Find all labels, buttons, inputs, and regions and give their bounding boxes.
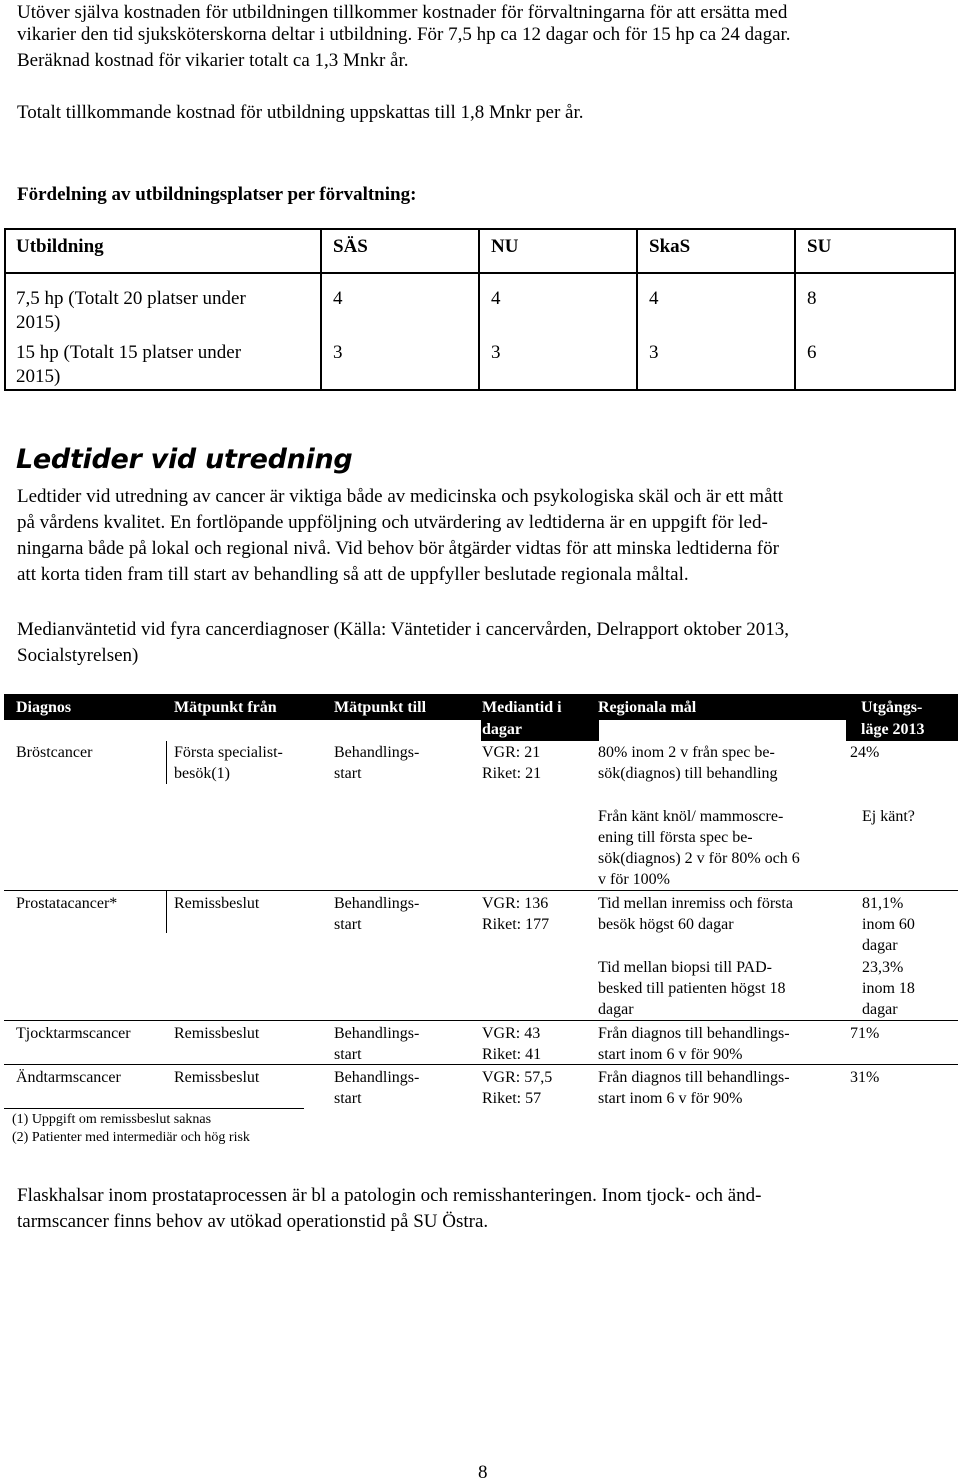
- ledtider-p-line-4: att korta tiden fram till start av behandling så att de uppfyller beslutade regionala måltal.: [17, 564, 689, 585]
- brost-median-vgr: VGR: 21: [482, 744, 541, 761]
- col-header-utg-1: Utgångs-: [861, 699, 923, 716]
- brost-utgangslage: 24%: [850, 744, 880, 761]
- brost-mal-4: ening till första spec be-: [598, 829, 753, 846]
- row-75hp-label-1: 7,5 hp (Totalt 20 platser under: [16, 288, 246, 309]
- tjock-diagnos: Tjocktarmscancer: [16, 1025, 131, 1042]
- brost-fran-2: besök(1): [174, 765, 230, 782]
- brost-median-riket: Riket: 21: [482, 765, 542, 782]
- brost-diagnos: Bröstcancer: [16, 744, 93, 761]
- brost-fran-1: Första specialist-: [174, 744, 283, 761]
- ledtider-heading: Ledtider vid utredning: [16, 444, 353, 475]
- andtarm-median-vgr: VGR: 57,5: [482, 1069, 553, 1086]
- prostata-utg-1: 81,1%: [862, 895, 904, 912]
- prostata-median-vgr: VGR: 136: [482, 895, 549, 912]
- footnote-1: (1) Uppgift om remissbeslut saknas: [12, 1112, 212, 1127]
- tjock-median-vgr: VGR: 43: [482, 1025, 541, 1042]
- row-15hp-label-1: 15 hp (Totalt 15 platser under: [16, 342, 242, 363]
- col-header-mal: Regionala mål: [598, 699, 697, 716]
- tjock-median-riket: Riket: 41: [482, 1046, 542, 1063]
- prostata-utg-4: 23,3%: [862, 959, 904, 976]
- andtarm-utgangslage: 31%: [850, 1069, 880, 1086]
- total-cost-text: Totalt tillkommande kostnad för utbildning uppskattas till 1,8 Mnkr per år.: [17, 102, 584, 123]
- median-line-1: Medianväntetid vid fyra cancerdiagnoser (Källa: Väntetider i cancervården, Delrapport oktober 2013,: [17, 619, 789, 640]
- prostata-mal-4: besked till patienten högst 18: [598, 980, 786, 997]
- brost-utgangslage-2: Ej känt?: [862, 808, 915, 825]
- tjock-till-2: start: [334, 1046, 362, 1063]
- andtarm-mal-1: Från diagnos till behandlings-: [598, 1069, 790, 1086]
- prostata-mal-3: Tid mellan biopsi till PAD-: [598, 959, 772, 976]
- row-75hp-label-2: 2015): [16, 312, 61, 333]
- ledtider-p-line-3: ningarna både på lokal och regional nivå. Vid behov bör åtgärder vidtas för att minska ledtiderna för: [17, 538, 779, 559]
- row-15hp-nu: 3: [491, 342, 501, 363]
- brost-mal-6: v för 100%: [598, 871, 670, 888]
- distribution-title: Fördelning av utbildningsplatser per förvaltning:: [17, 184, 417, 205]
- prostata-median-riket: Riket: 177: [482, 916, 550, 933]
- prostata-utg-2: inom 60: [862, 916, 915, 933]
- tjock-fran: Remissbeslut: [174, 1025, 260, 1042]
- row-75hp-su: 8: [807, 288, 817, 309]
- prostata-till-2: start: [334, 916, 362, 933]
- andtarm-till-1: Behandlings-: [334, 1069, 420, 1086]
- prostata-mal-5: dagar: [598, 1001, 634, 1018]
- row-15hp-sas: 3: [333, 342, 343, 363]
- row-75hp-sas: 4: [333, 288, 343, 309]
- ledtider-p-line-1: Ledtider vid utredning av cancer är viktiga både av medicinska och psykologiska skäl och är ett mått: [17, 486, 784, 507]
- andtarm-median-riket: Riket: 57: [482, 1090, 542, 1107]
- closing-line-1: Flaskhalsar inom prostataprocessen är bl a patologin och remisshanteringen. Inom tjock- och änd-: [17, 1185, 762, 1206]
- distribution-table: [4, 228, 956, 391]
- prostata-utg-6: dagar: [862, 1001, 898, 1018]
- row-15hp-su: 6: [807, 342, 817, 363]
- andtarm-mal-2: start inom 6 v för 90%: [598, 1090, 743, 1107]
- page-number: 8: [478, 1462, 488, 1483]
- col-header-diagnos: Diagnos: [16, 699, 72, 716]
- header-skas: SkaS: [649, 236, 691, 257]
- prostata-mal-2: besök högst 60 dagar: [598, 916, 734, 933]
- tjock-mal-1: Från diagnos till behandlings-: [598, 1025, 790, 1042]
- header-utbildning: Utbildning: [16, 236, 104, 257]
- tjock-mal-2: start inom 6 v för 90%: [598, 1046, 743, 1063]
- brost-till-1: Behandlings-: [334, 744, 420, 761]
- brost-mal-1: 80% inom 2 v från spec be-: [598, 744, 775, 761]
- prostata-till-1: Behandlings-: [334, 895, 420, 912]
- header-su: SU: [807, 236, 832, 257]
- col-header-till: Mätpunkt till: [334, 699, 427, 716]
- prostata-fran: Remissbeslut: [174, 895, 260, 912]
- andtarm-diagnos: Ändtarmscancer: [16, 1069, 121, 1086]
- footnote-2: (2) Patienter med intermediär och hög risk: [12, 1130, 250, 1145]
- prostata-utg-3: dagar: [862, 937, 898, 954]
- closing-line-2: tarmscancer finns behov av utökad operationstid på SU Östra.: [17, 1211, 489, 1232]
- intro-line-3: Beräknad kostnad för vikarier totalt ca 1,3 Mnkr år.: [17, 50, 409, 71]
- median-line-2: Socialstyrelsen): [17, 645, 139, 666]
- intro-line-1: Utöver själva kostnaden för utbildningen tillkommer kostnader för förvaltningarna för att ersätta med: [17, 2, 788, 23]
- row-75hp-nu: 4: [491, 288, 501, 309]
- prostata-utg-5: inom 18: [862, 980, 915, 997]
- header-nu: NU: [491, 236, 519, 257]
- col-header-fran: Mätpunkt från: [174, 699, 277, 716]
- brost-till-2: start: [334, 765, 362, 782]
- header-sas: SÄS: [333, 236, 368, 257]
- tjock-utgangslage: 71%: [850, 1025, 880, 1042]
- col-header-median-2: dagar: [482, 721, 522, 738]
- brost-mal-2: sök(diagnos) till behandling: [598, 765, 778, 782]
- brost-mal-5: sök(diagnos) 2 v för 80% och 6: [598, 850, 800, 867]
- row-15hp-label-2: 2015): [16, 366, 61, 387]
- row-15hp-skas: 3: [649, 342, 659, 363]
- tjock-till-1: Behandlings-: [334, 1025, 420, 1042]
- prostata-diagnos: Prostatacancer*: [16, 895, 118, 912]
- brost-mal-3: Från känt knöl/ mammoscre-: [598, 808, 784, 825]
- prostata-mal-1: Tid mellan inremiss och första: [598, 895, 793, 912]
- intro-line-2: vikarier den tid sjuksköterskorna deltar i utbildning. För 7,5 hp ca 12 dagar och för 15 hp ca 24 dagar.: [17, 24, 791, 45]
- andtarm-till-2: start: [334, 1090, 362, 1107]
- row-75hp-skas: 4: [649, 288, 659, 309]
- ledtider-p-line-2: på vårdens kvalitet. En fortlöpande uppföljning och utvärdering av ledtiderna är en uppgift för led-: [17, 512, 768, 533]
- col-header-utg-2: läge 2013: [861, 721, 925, 738]
- col-header-median-1: Mediantid i: [482, 699, 562, 716]
- andtarm-fran: Remissbeslut: [174, 1069, 260, 1086]
